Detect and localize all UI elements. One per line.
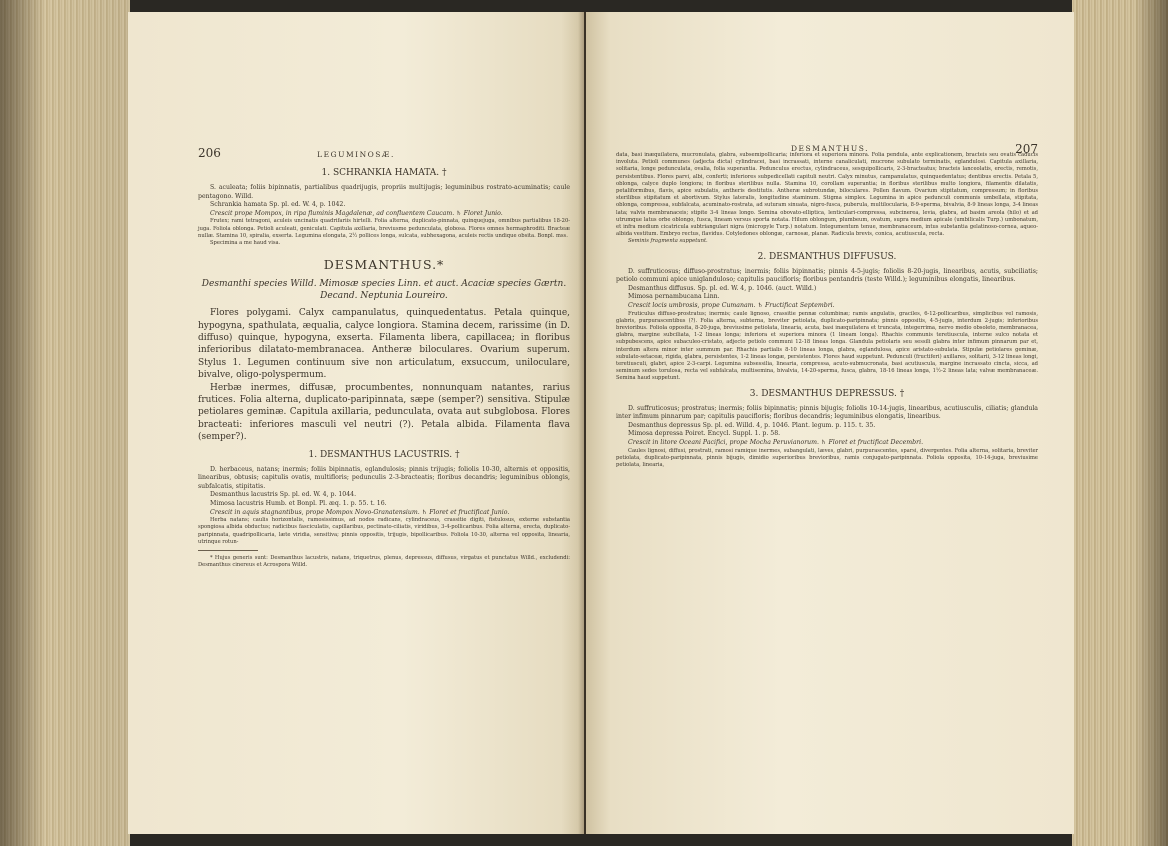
species-diagnosis: D. herbaceus, natans; inermis; foliis bipinnatis, eglandulosis; pinnis trijugis; foliolis 10-30, alternis et oppositis, linearibus, obtusis; capitulis ovatis, multifloris; pedunculis 2-3-bracteatis; floribus decandris; leguminibus oblongis, subfalcatis, stipitatis. — [198, 465, 570, 490]
species-synonym: Desmanthus lacustris Sp. pl. ed. W. 4, p. 1044. — [210, 491, 357, 499]
left-page-content — [198, 167, 570, 569]
running-head-left: LEGUMINOSÆ. — [317, 150, 395, 159]
species-description: Herba natans; caulis horizontalis, ramosissimus, ad nodos radicans, cylindraceus, crassitie digiti, fistulosus, externe substantia spongiosa albida obductus; radicibus fasciculatis, capillaribus, pectinato-ciliatis, viridibus, 3-4-pollicaribus. Folia alterna, erecta, duplicato-paripinnata, quadripollicaria, læte viridia, sensitiva; pinnis oppositis, trijugis, bipollicaribus. Foliola 10-30, alterna vel opposita, linearia, utrinque rotun- — [198, 517, 570, 545]
species-heading: 2. DESMANTHUS DIFFUSUS. — [757, 251, 897, 262]
species-diagnosis: D. suffruticosus; prostratus; inermis; foliis bipinnatis; pinnis bijugis; foliolis 10-14-jugis, linearibus, acutiusculis, ciliatis; glandula inter infimum pinnarum par; capitulis paucifloris; floribus decandris; leguminibus elongatis, linearibus. — [616, 404, 1038, 421]
page-number-right: 207 — [1015, 142, 1038, 156]
species-description: Frutex; rami tetragoni, aculeis uncinatis quadrifariis hirtelli. Folia alterna, duplicato-pinnata, quinquejuga, omnibus partialibus 18-20-juga. Foliola oblonga. Petioli aculeati, geniculati. Capitula axillaria, breviusme pedunculata, globosa. Flores omnes hermaphroditi. Bracteæ nullæ. Stamina 10, spiralia, exserta. Legumina elongata, 2½ pollices longa, sulcata, subhexagona, aculeis rectis undique obsita. Bonpl. mss. — [198, 218, 570, 239]
species-synonym: Mimosa depressa Poiret. Encycl. Suppl. 1. p. 58. — [628, 430, 781, 438]
species-synonym: Desmanthus diffusus. Sp. pl. ed. W. 4, p. 1046. (auct. Willd.) — [628, 284, 817, 292]
species-synonym: Mimosa lacustris Humb. et Bonpl. Pl. æq. 1. p. 55. t. 16. — [210, 500, 387, 508]
genus-heading: DESMANTHUS.* — [323, 257, 445, 273]
book-edge-right — [1072, 0, 1168, 846]
species-description: data, basi inæquilatera, mucronulata, glabra, subsemipollicaria; inferiora et superiora minora. Folia pendula, ante explicationem, bracteis seu ovatis caducis involuta. Petioli communes (adjecta dicta) cylindracei, basi incrassati, interne canaliculati, mucrone subulato terminatis, eglandulosi. Capitula axillaria, solitaria, longe pedunculata, ovalia, folia superantia. Pedunculus erectus, cylindraceus, sesquipollicaris, 2-3-bracteatus; bracteis lanceolatis, erectis, remotis, persistentibus. Flores parvi, albi, conferti; inferiores subpedicellati capituli neutri. Calyx minutus, campanulatus, quinquedentatus; dentibus erectis. Petala 5, oblonga, calyce duplo longiora; in floribus sterilibus nulla. Stamina 10, corollam superantia; in floribus sterilibus multo longiora, filamentis dilatatis, petaliformibus, flavis, apice subulatis, antheris destitutis. Antheræ subrotundæ, biloculares. Pollen flavum. Ovarium stipitatum, compressum; in floribus sterilibus stipitatum et abortivum. Stylus lateralis, longitudine staminum. Stigma simplex. Legumina in apice pedunculi communis umbellata, stipitata, oblonga, compressa, subfalcata, acuminato-rostrata, ad suturam sinuata, nigro-fusca, puberula, multilocularia, 8-9-sperma, bivalvia, 8-9 lineas longa, 3-4 lineas lata; valvis membranaceis; stipite 3-4 lineas longo. Semina obovato-elliptica, lenticulari-compressa, subcinerea, levia, glabra, ad basim areola (hilo) et ad utrumque latus orbe oblongo, fusca, lineam versus sporta notata. Hilum oblongum, plumbeum, ovatum, supra medium apicale (umbilicalis Turp.) umbonatum, et infra medium cicatricula subtriangulari nigra (micropyle Turp.) notatum. Integumentum tenue, membranaceum, intus substantia gelatinoso-cornea, aqueo-albida vestitum. Embryo rectus, flavidus. Cotyledones oblongæ, carnosæ, planæ. Radicula brevis, conica, acutiuscula, recta. — [616, 152, 1038, 238]
right-page — [586, 12, 1074, 834]
species-habitat: Crescit prope Mompox, in ripa fluminis Magdalenæ, ad confluentem Caucam. ♄ Floret Junio. — [210, 209, 503, 217]
species-habitat: Crescit in aquis stagnantibus, prope Mompox Novo-Granatensium. ♄ Floret et fructificat Junio. — [210, 508, 510, 516]
species-habitat: Crescit locis umbrosis, prope Cumanam. ♄ Fructificat Septembri. — [628, 302, 835, 310]
species-note: Specimina a me haud visa. — [210, 239, 281, 246]
genus-habit: Herbæ inermes, diffusæ, procumbentes, nonnunquam natantes, rarius frutices. Folia alterna, duplicato-paripinnata, sæpe (semper?) sensitiva. Stipulæ petiolares geminæ. Capitula axillaria, pedunculata, ovata aut subglobosa. Flores bracteati: inferiores masculi vel neutri (?). Petala albida. Filamenta flava (semper?). — [198, 382, 570, 443]
species-diagnosis: S. aculeata; foliis bipinnatis, partialibus quadrijugis, propriis multijugis; leguminibus rostrato-acuminatis; caule pentagono. Willd. — [198, 184, 570, 200]
footnote: * Hujus generis sunt: Desmanthus lacustris, natans, triquetrus, plenus, depressus, diffusus, virgatus et punctatus Willd., excludendi: Desmanthus cinereus et Acrospora Willd. — [198, 555, 570, 569]
species-heading: 1. DESMANTHUS LACUSTRIS. † — [308, 449, 460, 460]
species-synonym: Schrankia hamata Sp. pl. ed. W. 4, p. 1042. — [210, 201, 346, 209]
genus-synonyms: Desmanthi species Willd. Mimosæ species Linn. et auct. Acaciæ species Gærtn. Decand. Neptunia Loureiro. — [201, 279, 567, 302]
running-head-right: DESMANTHUS. — [791, 144, 869, 153]
species-heading: 3. DESMANTHUS DEPRESSUS. † — [749, 388, 905, 399]
genus-description: Flores polygami. Calyx campanulatus, quinquedentatus. Petala quinque, hypogyna, spathulata, æqualia, calyce longiora. Stamina decem, rarissime (in D. diffuso) quinque, hypogyna, exserta. Filamenta libera, capillacea; in floribus inferioribus dilatato-membranacea. Antheræ biloculares. Ovarium superum. Stylus 1. Legumen continuum sive non articulatum, exsuccum, uniloculare, bivalve, oligo-polyspermum. — [198, 308, 570, 381]
footnote-rule — [198, 550, 258, 551]
book-edge-left — [0, 0, 130, 846]
page-number-left: 206 — [198, 146, 221, 160]
species-habitat: Crescit in litore Oceani Pacifici, prope Mocha Peruvianorum. ♄ Floret et fructificat Decembri. — [628, 439, 924, 447]
species-heading: 1. SCHRANKIA HAMATA. † — [321, 168, 447, 178]
species-synonym: Desmanthus depressus Sp. pl. ed. Willd. 4, p. 1046. Plant. legum. p. 115. t. 35. — [628, 421, 876, 429]
species-diagnosis: D. suffruticosus; diffuso-prostratus; inermis; foliis bipinnatis; pinnis 4-5-jugis; foliolis 8-20-jugis, linearibus, acutis, subciliatis; petiolo communi apice uniglanduloso; capitulis paucifloris; floribus pentandris (teste Willd.); leguminibus elongatis, linearibus. — [616, 267, 1038, 284]
species-note: Seminis fragmenta suppetunt. — [628, 238, 708, 245]
left-page — [128, 12, 584, 834]
species-description: Caules lignosi, diffusi, prostrati, ramosi ramique inermes, subangulati, læves, glabri, purpurascentes, sparsi, divergentes. Folia alterna, solitaria, breviter petiolata, duplicato-paripinnata, pinnis bijugis, dimidio superioribus brevioribus, ramis conjugato-paripinnata. Foliola opposita, 10-14-juga, breviusime petiolata, linearia, — [616, 447, 1038, 469]
right-page-content — [616, 152, 1038, 469]
species-description: Fruticulus diffuso-prostratus; inermis; caule lignoso, crassitie pennæ columbinæ; ramis angulatis, graciles, 6-12-pollicaribus, simplicibus vel ramosis, glabris, purpurascentibus (?). Folia alterna, subterna, breviter petiolata, duplicato-paripinnata; pinnis oppositis, 4-5-jugis, interdum 2-jugis; inferioribus brevioribus. Foliola opposita, 8-20-juga, breviusime petiolata, linearia, acuta, basi inæquilatera et truncata, integerrima, nervo medio obsoleto, membranacea, glabra, margine subciliata, 1-2 lineas longa; inferiora et superiora minora (1 lineam longa). Rhachis communis teretiuscula, interne sulco notata et subpubescens, apice subaculeo-cristato, adjecto petiolo communi 12-18 lineas longa. Glandula petiolaris seu sessili glabra inter infimum pinnarum par et, interdum altera minor inter summum par. Rhachis partialis 8-10 lineas longa, glabra, eglandulosa, apice aristato-subulata. Stipulæ petiolares geminæ, subulato-setaceæ, rigida, glabra, persistentes, 1-2 lineas longæ, persistentes. Flores haud suppetunt. Pedunculi (fructiferi) axillares, solitarii, 3-12 lineas longi, teretiusculi, glabri, apice 2-3-carpi. Legumina subsessilia, linearia, compressa, acuto-submucronata, basi acutiuscula, margine incrassato cincta, sicca, ad seminum sedes torulosa, recta vel subfalcata, multisemina, bivalvia, 14-20-sperma, fusca, glabra, 18-16 lineas longa, 1½-2 lineas lata; valvæ membranaceæ. Semina haud suppetunt. — [616, 310, 1038, 382]
species-synonym: Mimosa pernambucana Linn. — [628, 293, 720, 301]
